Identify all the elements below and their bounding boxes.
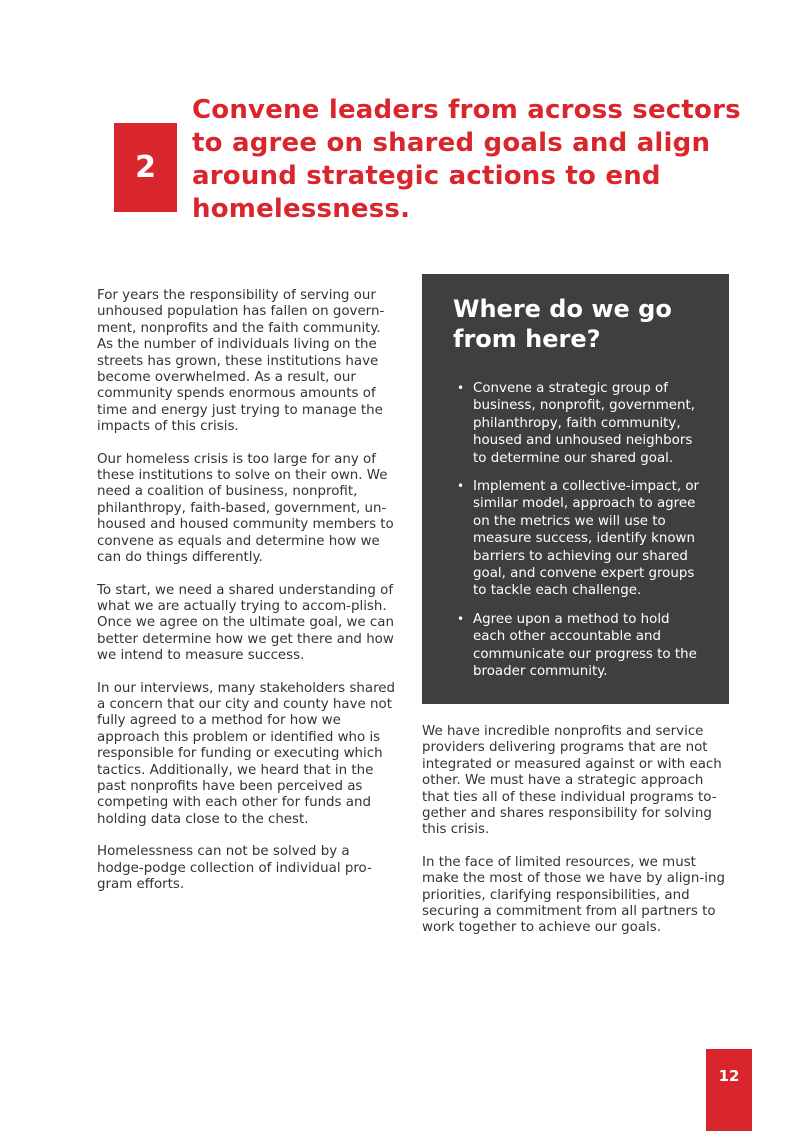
callout-item-text: Implement a collective-impact, or similar model, approach to agree on the metrics we will use to measure success, identify known barriers to achieving our shared goal, and convene expert groups to tackle each challenge. — [473, 479, 700, 599]
bullet-icon: • — [457, 611, 465, 626]
paragraph: In the face of limited resources, we must make the most of those we have by align-ing priorities, clarifying responsibilities, and securing a commitment from all partners to work together to achieve our goals. — [422, 854, 725, 936]
callout-list-item — [453, 380, 705, 467]
page-number-badge — [706, 1049, 752, 1131]
paragraph: To start, we need a shared understanding of what we are actually trying to accom-plish. Once we agree on the ultimate goal, we can better determine how we get there and how we intend to measure success. — [97, 582, 394, 664]
callout-item-text: Agree upon a method to hold each other accountable and communicate our progress to the broader community. — [473, 611, 697, 680]
paragraph: Homelessness can not be solved by a hodge-podge collection of individual pro-gram efforts. — [97, 844, 372, 892]
section-number-badge — [114, 123, 177, 212]
callout-title: Where do we go from here? — [453, 295, 672, 353]
callout-item-text: Convene a strategic group of business, nonprofit, government, philanthropy, faith community, housed and unhoused neighbors to determine our shared goal. — [473, 381, 696, 466]
right-column — [422, 724, 732, 953]
callout-list — [453, 380, 705, 681]
callout-list-item — [453, 478, 705, 600]
bullet-icon: • — [457, 381, 465, 395]
paragraph: For years the responsibility of serving our unhoused population has fallen on govern-ment, nonprofits and the faith community. As the number of individuals living on the streets has grown, these institutions have become overwhelmed. As a result, our community spends enormous amounts of time and energy just trying to manage the impacts of this crisis. — [97, 288, 385, 435]
paragraph: In our interviews, many stakeholders shared a concern that our city and county have not fully agreed to a method for how we approach this problem or identified who is responsible for funding or executing which tactics. Additionally, we heard that in the past nonprofits have been perceived as competing with each other for funds and holding data close to the chest. — [97, 680, 396, 827]
next-steps-callout — [422, 274, 729, 704]
section-number: 2 — [135, 150, 156, 185]
paragraph: We have incredible nonprofits and service providers delivering programs that are not integrated or measured against or with each other. We must have a strategic approach that ties all of these individual programs to-gether and shares responsibility for solving this crisis. — [422, 724, 722, 838]
page-number: 12 — [718, 1067, 740, 1085]
section-heading: Convene leaders from across sectors to agree on shared goals and align around strategic actions to end homelessness. — [192, 95, 741, 224]
bullet-icon: • — [457, 479, 465, 494]
left-column — [97, 288, 399, 909]
paragraph: Our homeless crisis is too large for any of these institutions to solve on their own. We need a coalition of business, nonprofit, philanthropy, faith-based, government, un-housed and housed community members to convene as equals and determine how we can do things differently. — [97, 451, 394, 566]
callout-list-item — [453, 611, 705, 681]
